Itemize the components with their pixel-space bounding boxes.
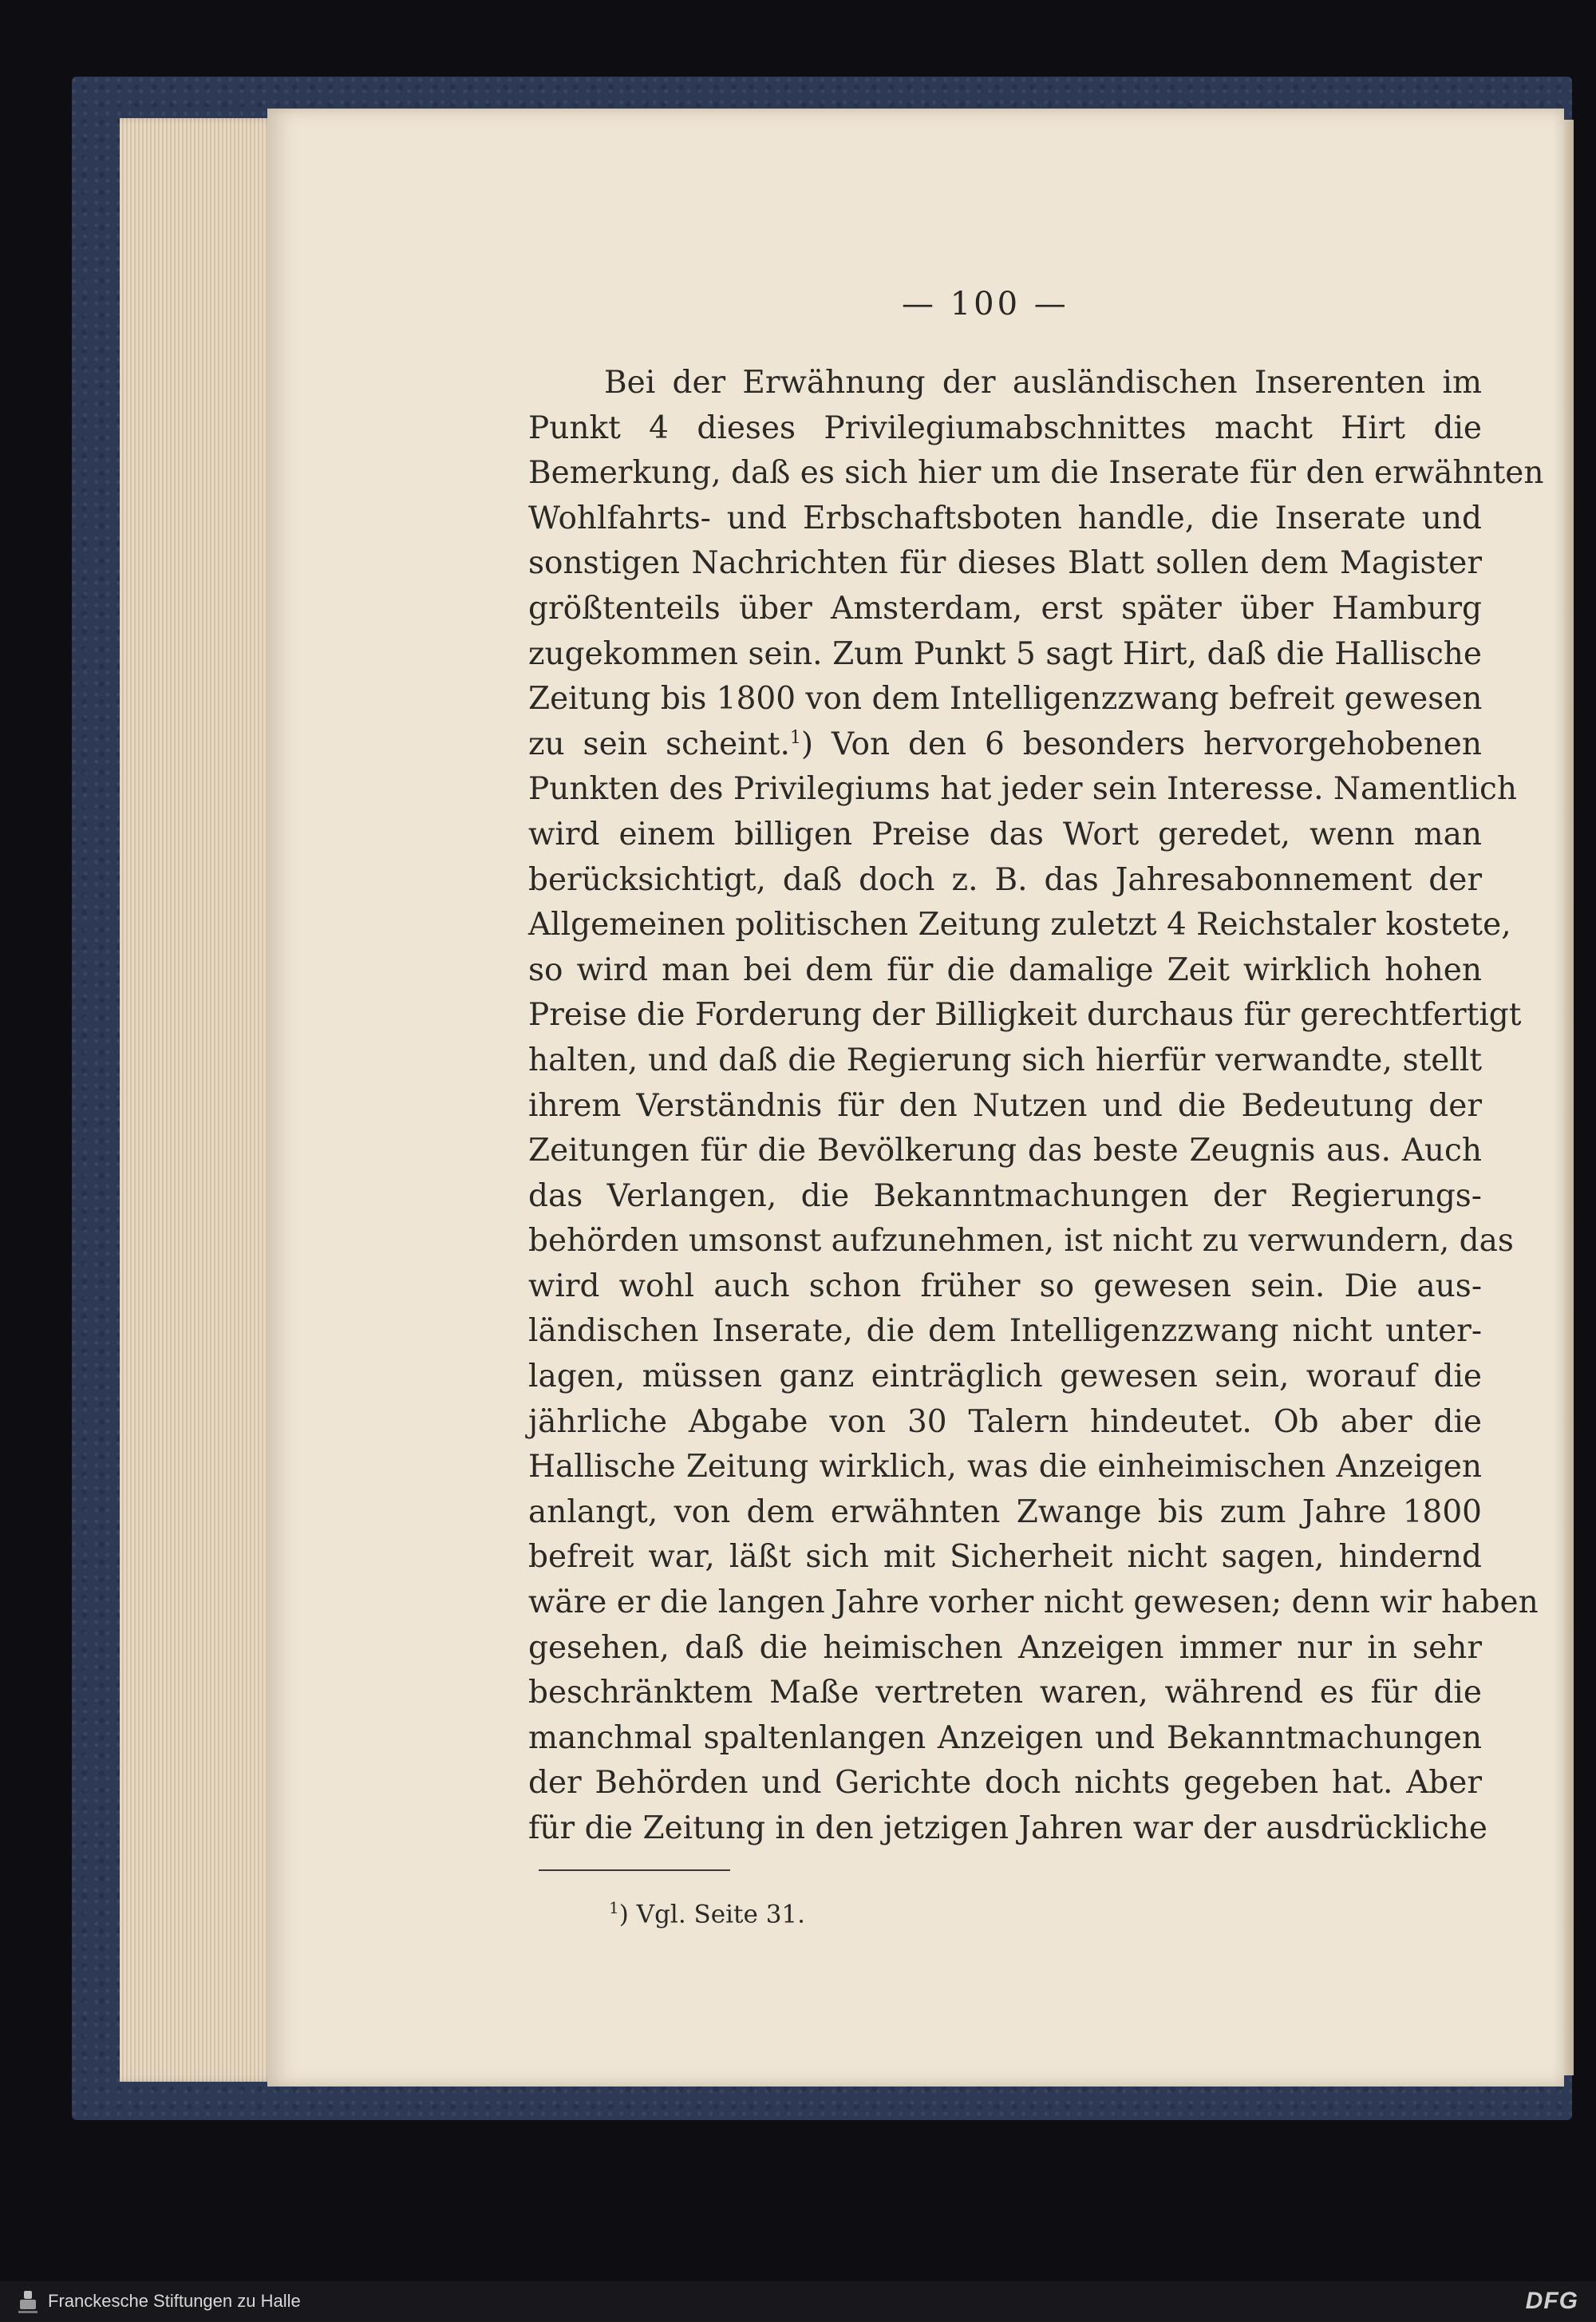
text-line-start: zu sein scheint. [528, 726, 790, 762]
text-line: Bei der Erwähnung der ausländischen Inserenten im [604, 365, 1482, 401]
footnote-marker: 1 [609, 1898, 619, 1917]
text-line: beschränktem Maße vertreten waren, während es für die [528, 1675, 1482, 1711]
footnote-reference[interactable]: 1 [789, 727, 801, 748]
text-line: das Verlangen, die Bekanntmachungen der Regierungs- [528, 1177, 1482, 1214]
text-line: Wohlfahrts- und Erbschaftsboten handle, die Inserate und [528, 500, 1482, 536]
text-line: wird einem billigen Preise das Wort geredet, wenn man [528, 816, 1482, 852]
text-line: sonstigen Nachrichten für dieses Blatt sollen dem Magister [528, 545, 1482, 582]
footnote-divider [539, 1869, 730, 1871]
text-line: berücksichtigt, daß doch z. B. das Jahresabonnement der [528, 861, 1482, 898]
text-line: Zeitung bis 1800 von dem Intelligenzzwang befreit gewesen [528, 681, 1483, 718]
institution-name[interactable]: Franckesche Stiftungen zu Halle [48, 2291, 301, 2311]
text-line: Hallische Zeitung wirklich, was die einheimischen Anzeigen [528, 1449, 1482, 1485]
footnote-text: ) Vgl. Seite 31. [618, 1900, 805, 1929]
text-line: Preise die Forderung der Billigkeit durchaus für gerechtfertigt [528, 997, 1522, 1034]
page-number: — 100 — [902, 286, 1069, 322]
text-line: ländischen Inserate, die dem Intelligenzzwang nicht unter- [528, 1313, 1482, 1350]
dfg-logo: DFG [1525, 2288, 1578, 2314]
text-line: wäre er die langen Jahre vorher nicht gewesen; denn wir haben [528, 1584, 1539, 1621]
text-line: größtenteils über Amsterdam, erst später über Hamburg [528, 590, 1482, 627]
text-line: manchmal spaltenlangen Anzeigen und Bekanntmachungen [528, 1719, 1482, 1756]
text-line: behörden umsonst aufzunehmen, ist nicht zu verwundern, das [528, 1223, 1514, 1260]
text-line: Zeitungen für die Bevölkerung das beste Zeugnis aus. Auch [528, 1133, 1482, 1169]
page-right-edge [1564, 120, 1574, 2075]
text-line: lagen, müssen ganz einträglich gewesen sein, worauf die [528, 1359, 1482, 1395]
text-line: wird wohl auch schon früher so gewesen sein. Die aus- [528, 1268, 1482, 1304]
institution-logo-icon [18, 2289, 38, 2315]
text-line: für die Zeitung in den jetzigen Jahren war der ausdrückliche [528, 1810, 1487, 1846]
text-line: anlangt, von dem erwähnten Zwange bis zum Jahre 1800 [528, 1493, 1482, 1530]
text-line: Punkt 4 dieses Privilegiumabschnittes macht Hirt die [528, 409, 1482, 446]
page-edges [120, 118, 279, 2082]
text-line: ihrem Verständnis für den Nutzen und die Bedeutung der [528, 1087, 1482, 1124]
text-line-end: ) Von den 6 besonders hervorgehobenen [800, 726, 1483, 762]
text-line: jährliche Abgabe von 30 Talern hindeutet. Ob aber die [528, 1403, 1482, 1440]
text-line: Punkten des Privilegiums hat jeder sein Interesse. Namentlich [528, 771, 1518, 808]
text-line-with-footnote-ref [528, 722, 1482, 768]
footnote [609, 1898, 805, 1928]
text-line: halten, und daß die Regierung sich hierfür verwandte, stellt [528, 1042, 1482, 1078]
text-line: befreit war, läßt sich mit Sicherheit nicht sagen, hindernd [528, 1539, 1482, 1576]
text-line: zugekommen sein. Zum Punkt 5 sagt Hirt, daß die Hallische [528, 635, 1482, 672]
text-line: so wird man bei dem für die damalige Zeit wirklich hohen [528, 951, 1482, 988]
text-line: gesehen, daß die heimischen Anzeigen immer nur in sehr [528, 1629, 1482, 1666]
text-line: Allgemeinen politischen Zeitung zuletzt 4 Reichstaler kostete, [528, 907, 1511, 943]
viewer-footer-bar [0, 2281, 1596, 2322]
text-line: Bemerkung, daß es sich hier um die Inserate für den erwähnten [528, 455, 1544, 492]
text-line: der Behörden und Gerichte doch nichts gegeben hat. Aber [528, 1765, 1482, 1802]
page-body-text [528, 361, 1544, 1852]
